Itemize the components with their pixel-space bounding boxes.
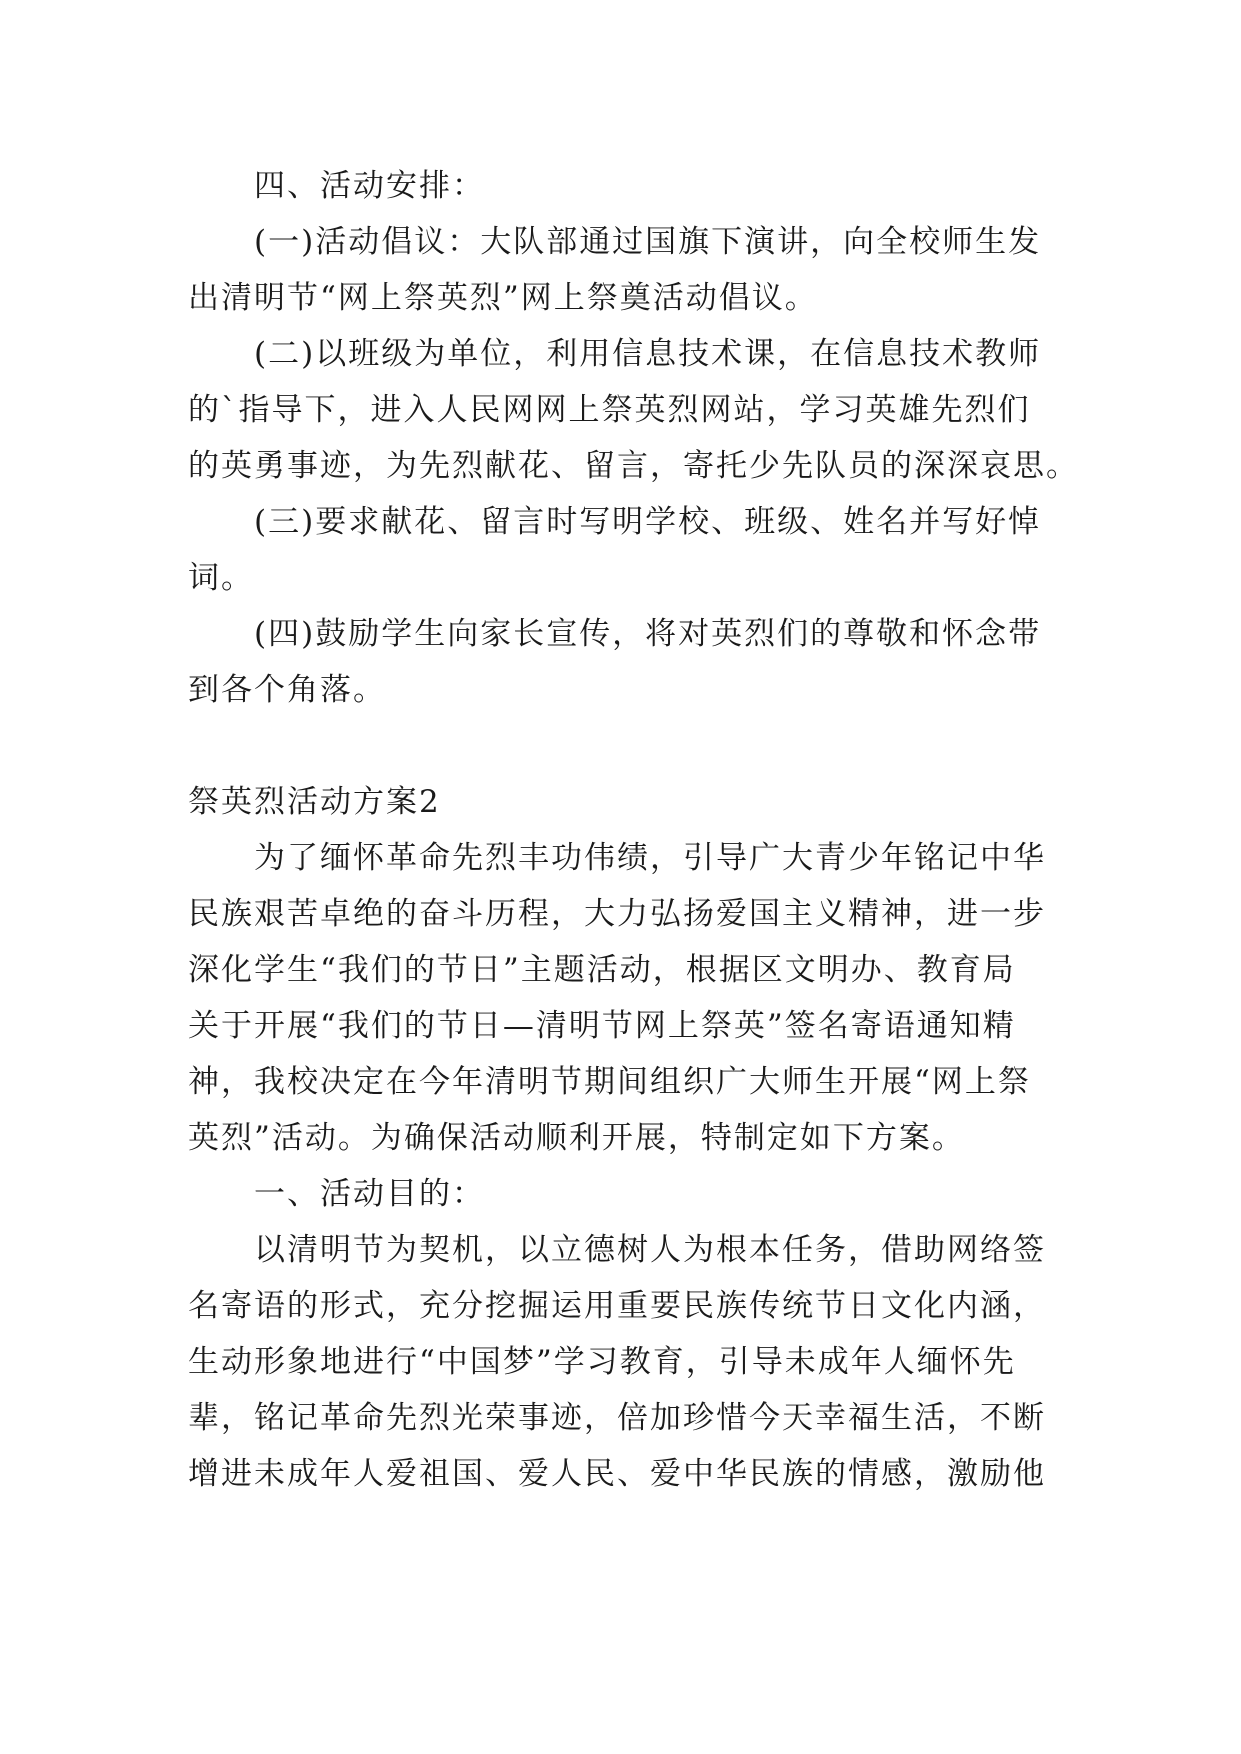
paragraph-line: 的`指导下，进入人民网网上祭英烈网站，学习英雄先烈们 [188,392,1031,428]
paragraph-line: 民族艰苦卓绝的奋斗历程，大力弘扬爱国主义精神，进一步 [188,896,1046,932]
paragraph-line: 名寄语的形式，充分挖掘运用重要民族传统节日文化内涵， [188,1288,1046,1324]
paragraph-line: 深化学生“我们的节日”主题活动，根据区文明办、教育局 [188,952,1016,988]
paragraph-line: 的英勇事迹，为先烈献花、留言，寄托少先队员的深深哀思。 [188,448,1079,484]
section-heading-activity-purpose: 一、活动目的： [254,1176,485,1212]
paragraph-line: 关于开展“我们的节日—清明节网上祭英”签名寄语通知精 [188,1008,1016,1044]
paragraph-line: 生动形象地进行“中国梦”学习教育，引导未成年人缅怀先 [188,1344,1016,1380]
paragraph-line: 出清明节“网上祭英烈”网上祭奠活动倡议。 [188,280,818,316]
paragraph-line: 到各个角落。 [188,672,386,708]
paragraph-line: 为了缅怀革命先烈丰功伟绩，引导广大青少年铭记中华 [254,840,1046,876]
paragraph-line: 辈，铭记革命先烈光荣事迹，倍加珍惜今天幸福生活，不断 [188,1400,1046,1436]
paragraph-line: 词。 [188,560,254,596]
paragraph-line: (三)要求献花、留言时写明学校、班级、姓名并写好悼 [254,504,1042,540]
paragraph-line: 以清明节为契机，以立德树人为根本任务，借助网络签 [254,1232,1046,1268]
paragraph-line: (四)鼓励学生向家长宣传，将对英烈们的尊敬和怀念带 [254,616,1042,652]
paragraph-line: (二)以班级为单位，利用信息技术课，在信息技术教师 [254,336,1042,372]
paragraph-line: (一)活动倡议：大队部通过国旗下演讲，向全校师生发 [254,224,1042,260]
document-section-title: 祭英烈活动方案2 [188,784,441,820]
paragraph-line: 神，我校决定在今年清明节期间组织广大师生开展“网上祭 [188,1064,1031,1100]
section-heading-activity-arrangement: 四、活动安排： [254,168,485,204]
paragraph-line: 英烈”活动。为确保活动顺利开展，特制定如下方案。 [188,1120,965,1156]
paragraph-line: 增进未成年人爱祖国、爱人民、爱中华民族的情感，激励他 [188,1456,1046,1492]
